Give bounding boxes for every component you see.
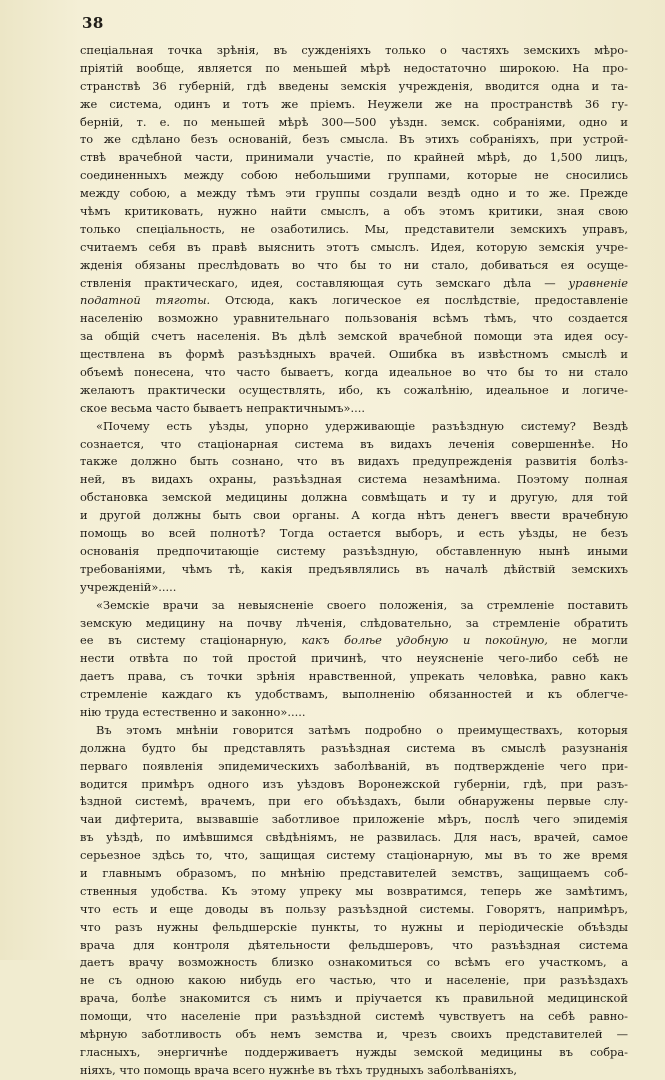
text-line: считаемъ себя въ правѣ выяснить этотъ смыслъ. Идея, которую земскія учре-: [80, 239, 628, 254]
text-line: врача для контроля дѣятельности фельдшеровъ, что разъѣздная система: [80, 937, 628, 952]
text-line: нести отвѣта по той простой причинѣ, что неуясненіе чего-либо себѣ не: [80, 651, 628, 666]
text-line: объемѣ понесена, что часто бываетъ, когда идеальное во что бы то ни стало: [80, 365, 628, 380]
text-line: берній, т. е. по меньшей мѣрѣ 300—500 уѣздн. земск. собраніями, одно и: [80, 114, 628, 129]
text-line: что разъ нужны фельдшерскіе пункты, то нужны и періодическіе объѣзды: [80, 919, 628, 934]
text-line: требованіями, чѣмъ тѣ, какія предъявлялись въ началѣ дѣйствій земскихъ: [80, 561, 628, 576]
text-line: соединенныхъ между собою небольшими группами, которые не сносились: [80, 168, 628, 183]
text-line: ее въ систему стаціонарную, какъ болѣе удобную и покойную, не могли: [80, 633, 628, 648]
text-line: даетъ врачу возможность близко ознакомиться со всѣмъ его участкомъ, а: [80, 955, 628, 970]
text-line: помощь во всей полнотѣ? Тогда остается выборъ, и есть уѣзды, не безъ: [80, 526, 628, 541]
text-line: врача, болѣе знакомится съ нимъ и пріучается къ правильной медицинской: [80, 991, 628, 1006]
text-line: пріятій вообще, является по меньшей мѣрѣ недостаточно широкою. На про-: [80, 60, 628, 75]
text-line: помощи, что населеніе при разъѣздной системѣ чувствуетъ на себѣ равно-: [80, 1009, 628, 1024]
text-line: желаютъ практически осуществлять, ибо, къ сожалѣнію, идеальное и логиче-: [80, 382, 628, 397]
text-line: жденія обязаны преслѣдовать во что бы то ни стало, добиваться ея осуще-: [80, 257, 628, 272]
text-line: между собою, а между тѣмъ эти группы создали вездѣ одно и то же. Прежде: [80, 186, 628, 201]
text-line: учрежденій».....: [80, 579, 177, 594]
text-line: ѣздной системѣ, врачемъ, при его объѣздахъ, были обнаружены первые слу-: [80, 794, 628, 809]
text-line: населенію возможно уравнительнаго пользованія всѣмъ тѣмъ, что создается: [80, 311, 628, 326]
text-line: «Почему есть уѣзды, упорно удерживающіе разъѣздную систему? Вездѣ: [96, 418, 628, 433]
text-line: не съ одною какою нибудь его частью, что и населеніе, при разъѣздахъ: [80, 973, 628, 988]
text-line: чѣмъ критиковать, нужно найти смыслъ, а объ этомъ критики, зная свою: [80, 204, 628, 219]
text-line: податной тяготы. Отсюда, какъ логическое ея послѣдствіе, предоставленіе: [80, 293, 628, 308]
text-line: перваго появленія эпидемическихъ заболѣваній, въ подтвержденіе чего при-: [80, 758, 628, 773]
page-number: 38: [82, 14, 104, 32]
text-line: основанія предпочитающіе систему разъѣздную, обставленную нынѣ иными: [80, 543, 628, 558]
text-line: обстановка земской медицины должна совмѣщать и ту и другую, для той: [80, 490, 628, 505]
text-line: Въ этомъ мнѣніи говорится затѣмъ подробно о преимуществахъ, которыя: [96, 722, 628, 737]
text-line: чаи дифтерита, вызвавшіе заботливое приложеніе мѣръ, послѣ чего эпидемія: [80, 812, 628, 827]
text-line: должна будто бы представлять разъѣздная система въ смыслѣ разузнанія: [80, 740, 628, 755]
text-line: ней, въ видахъ охраны, разъѣздная система незамѣнима. Поэтому полная: [80, 472, 628, 487]
body-text: [80, 42, 628, 1080]
text-line: серьезное здѣсь то, что, защищая систему стаціонарную, мы въ то же время: [80, 848, 628, 863]
text-line: сознается, что стаціонарная система въ видахъ леченія совершеннѣе. Но: [80, 436, 628, 451]
text-line: стремленіе каждаго къ удобствамъ, выполненію обязанностей и къ облегче-: [80, 687, 628, 702]
text-line: «Земскіе врачи за невыясненіе своего положенія, за стремленіе поставить: [96, 597, 628, 612]
text-line: даетъ права, съ точки зрѣнія нравственной, упрекать человѣка, равно какъ: [80, 669, 628, 684]
text-line: спеціальная точка зрѣнія, въ сужденіяхъ только о частяхъ земскихъ мѣро-: [80, 43, 628, 57]
text-line: ствѣ врачебной части, принимали участіе, по крайней мѣрѣ, до 1,500 лицъ,: [80, 150, 628, 165]
text-line: ствленія практическаго, идея, составляющая суть земскаго дѣла — уравненіе: [80, 275, 628, 290]
text-line: водится примѣръ одного изъ уѣздовъ Воронежской губерніи, гдѣ, при разъ-: [80, 776, 628, 791]
text-line: въ уѣздѣ, по имѣвшимся свѣдѣніямъ, не развилась. Для насъ, врачей, самое: [80, 830, 628, 845]
text-line: и главнымъ образомъ, по мнѣнію представителей земствъ, защищаемъ соб-: [80, 865, 628, 880]
text-line: ществлена въ формѣ разъѣздныхъ врачей. Ошибка въ извѣстномъ смыслѣ и: [80, 347, 628, 362]
text-line: что есть и еще доводы въ пользу разъѣздной системы. Говорятъ, напримѣръ,: [80, 901, 628, 916]
text-line: гласныхъ, энергичнѣе поддерживаетъ нужды земской медицины въ собра-: [80, 1044, 628, 1059]
text-line: ское весьма часто бываетъ непрактичнымъ»....: [80, 400, 366, 415]
text-line: земскую медицину на почву лѣченія, слѣдовательно, за стремленіе обратить: [80, 615, 628, 630]
text-line: ственныя удобства. Къ этому упреку мы возвратимся, теперь же замѣтимъ,: [80, 883, 628, 898]
text-line: и другой должны быть свои органы. А когда нѣтъ денегъ ввести врачебную: [80, 508, 628, 523]
text-line: также должно быть сознано, что въ видахъ предупрежденія развитія болѣз-: [80, 454, 628, 469]
text-line: то же сдѣлано безъ основаній, безъ смысла. Въ этихъ собраніяхъ, при устрой-: [80, 132, 628, 147]
text-line: странствѣ 36 губерній, гдѣ введены земскія учрежденія, вводится одна и та-: [80, 78, 628, 93]
text-line: за общій счетъ населенія. Въ дѣлѣ земской врачебной помощи эта идея осу-: [80, 329, 628, 344]
text-line: ніяхъ, что помощь врача всего нужнѣе въ тѣхъ трудныхъ заболѣваніяхъ,: [80, 1062, 517, 1077]
text-line: нію труда естественно и законно».....: [80, 704, 306, 719]
text-line: же система, одинъ и тотъ же пріемъ. Неужели же на пространствѣ 36 гу-: [80, 96, 628, 111]
text-line: только спеціальность, не озаботились. Мы, представители земскихъ управъ,: [80, 221, 628, 236]
text-line: мѣрную заботливость объ немъ земства и, чрезъ своихъ представителей —: [80, 1026, 628, 1041]
